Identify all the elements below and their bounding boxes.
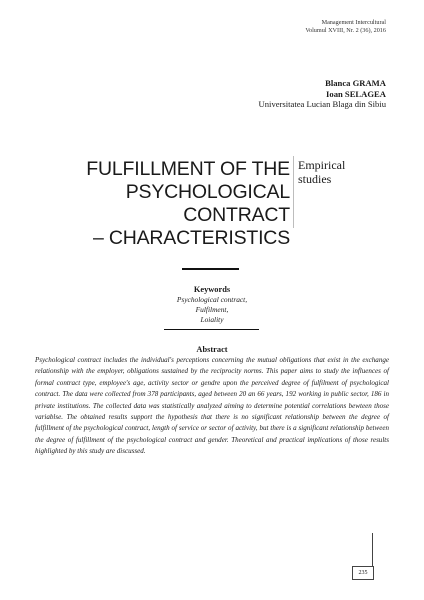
page-number: 235 [352, 566, 374, 580]
abstract-label: Abstract [196, 345, 228, 354]
keyword-item: Loiality [200, 315, 224, 325]
section-tag-line-1: Empirical [298, 158, 346, 172]
journal-header [305, 19, 386, 35]
keyword-item: Psychological contract, [176, 295, 248, 304]
title-divider [293, 156, 294, 228]
article-title [60, 158, 290, 250]
keywords-label: Keywords [193, 285, 231, 294]
article-title-line-2: PSYCHOLOGICAL CONTRACT [125, 181, 290, 226]
author-name-1: Blanca GRAMA [325, 78, 386, 88]
page-number-rule [372, 533, 373, 567]
author-name-2: Ioan SELAGEA [326, 88, 386, 99]
keyword-item: Fulfilment, [195, 305, 229, 315]
author-block [259, 78, 386, 110]
journal-title: Management Intercultural [321, 19, 386, 26]
abstract-text: Psychological contract includes the individual's perceptions concerning the mutual obligations that exist in the exchange relationship with the employer, obligations sustained by the reciprocity norms. This paper aims to study the influences of formal contract type, employee's age, activity sector or gendre upon the perceived degree of fulfilment of psychological contract. The data were collected from 378 participants, aged between 20 an 66 years, 192 working in public sector, 186 in private institutions. The collected data was statistically analyzed aiming to determine potential correlations bewteen those variablse. The obtained results support the hypothesis that there is no significant relationship between the degree of fulfillment of the psychological contract, length of service or sector of activity, but there is a significant relationship between the degree of fulfillment of the psychological contract and gender. Theoretical and practical implications of those results highlighted by this study are discussed. [35, 356, 389, 456]
keywords-bottom-rule [164, 329, 259, 330]
article-title-line-1: FULFILLMENT OF THE [86, 158, 290, 180]
keywords-block [112, 284, 312, 326]
journal-issue: Volumul XVIII, Nr. 2 (36), 2016 [305, 27, 386, 34]
section-tag [298, 158, 345, 186]
article-title-line-3: – CHARACTERISTICS [92, 227, 290, 249]
section-tag-line-2: studies [298, 172, 332, 186]
author-affiliation: Universitatea Lucian Blaga din Sibiu [258, 99, 386, 109]
keywords-top-rule [182, 268, 239, 270]
